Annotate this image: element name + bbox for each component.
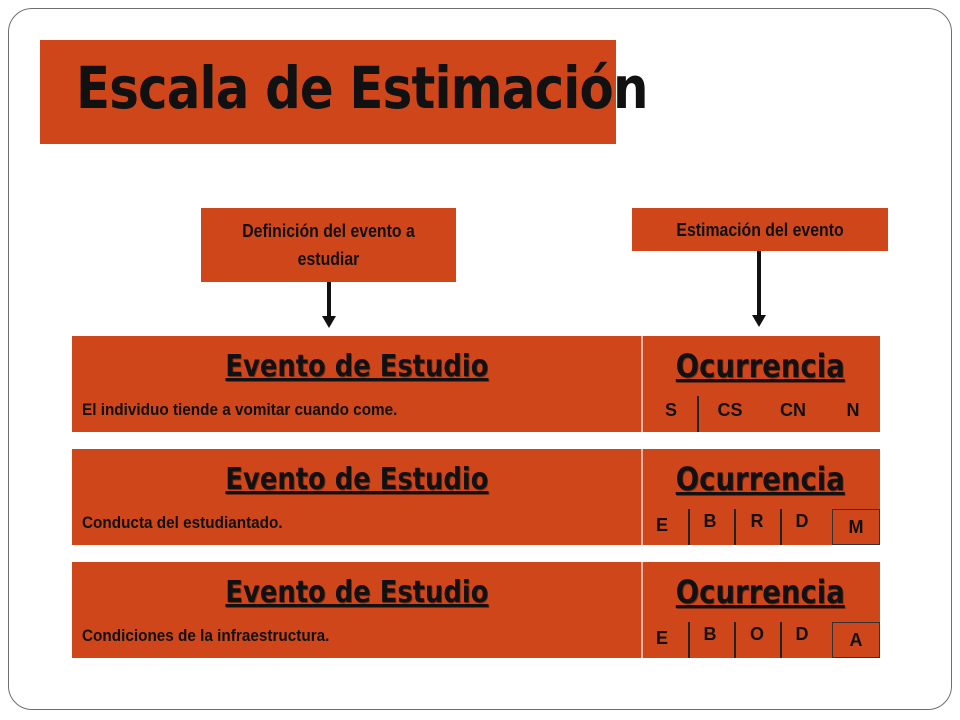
option-label: B	[703, 511, 717, 531]
column-divider	[641, 336, 643, 432]
event-description: Condiciones de la infraestructura.	[82, 626, 330, 645]
option-label: R	[750, 511, 764, 531]
option-divider	[734, 509, 736, 545]
event-header	[72, 562, 641, 622]
event-header-text: Evento de Estudio	[224, 574, 489, 610]
estimation-table-1	[72, 336, 880, 432]
occurrence-header	[641, 449, 880, 509]
option-box: A	[832, 622, 880, 658]
option-label: D	[795, 624, 809, 644]
arrow-down-icon	[322, 316, 336, 328]
option-divider	[688, 509, 690, 545]
definition-label: Definición del evento a estudiar	[242, 221, 415, 269]
estimation-arrow-shaft	[757, 251, 761, 317]
option-divider	[780, 509, 782, 545]
column-divider	[641, 562, 643, 658]
occurrence-header	[641, 562, 880, 622]
slide-title: Escala de Estimación	[76, 54, 648, 122]
option-label: CN	[780, 400, 806, 420]
option-label: E	[655, 628, 668, 648]
event-description: Conducta del estudiantado.	[82, 513, 283, 532]
option-divider	[780, 622, 782, 658]
event-header	[72, 449, 641, 509]
option-label: E	[655, 515, 668, 535]
event-header-text: Evento de Estudio	[224, 461, 489, 497]
estimation-table-2	[72, 449, 880, 545]
option-label: D	[795, 511, 809, 531]
title-banner	[40, 40, 648, 144]
option-label: N	[846, 400, 860, 420]
option-label: CS	[717, 400, 743, 420]
definition-arrow-shaft	[327, 282, 331, 318]
option-divider	[734, 622, 736, 658]
occurrence-header-text: Ocurrencia	[675, 573, 846, 611]
column-divider	[641, 449, 643, 545]
event-header-text: Evento de Estudio	[224, 348, 489, 384]
estimation-table-3	[72, 562, 880, 658]
occurrence-header-text: Ocurrencia	[675, 347, 846, 385]
option-box: M	[832, 509, 880, 545]
estimation-label-box	[632, 208, 888, 251]
estimation-label: Estimación del evento	[676, 219, 844, 240]
event-description: El individuo tiende a vomitar cuando come.	[82, 400, 398, 419]
occurrence-header-text: Ocurrencia	[675, 460, 846, 498]
option-label: O	[749, 624, 764, 644]
option-label: B	[703, 624, 717, 644]
option-label: S	[664, 400, 677, 420]
option-divider	[688, 622, 690, 658]
event-header	[72, 336, 641, 396]
arrow-down-icon	[752, 315, 766, 327]
definition-label-box	[201, 208, 456, 282]
occurrence-header	[641, 336, 880, 396]
option-divider	[697, 396, 699, 432]
